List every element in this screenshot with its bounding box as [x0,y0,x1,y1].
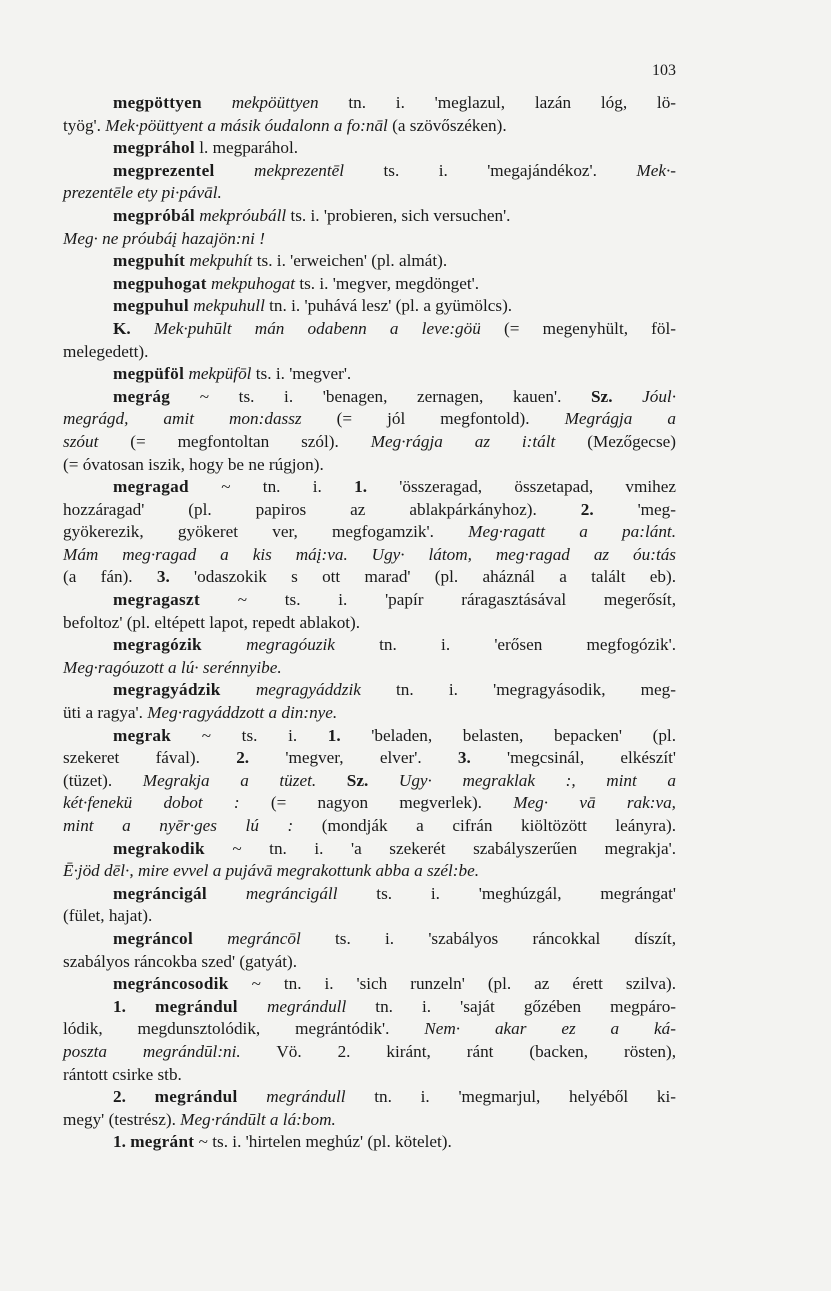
definition-text [202,635,246,654]
definition-text: ~ ts. i. 'papír ráragasztásával megerősít, [200,590,676,610]
headword: megrakodik [113,838,205,858]
definition-text: (a szövőszéken). [387,115,507,135]
text-line [63,228,676,251]
dialect-form: Mám meg·ragad a kis máį:va. Ugy· látom, meg·ragad az óu:tás [63,544,676,564]
dialect-form: megragóuzik [246,635,335,655]
text-line [63,747,676,770]
dialect-form: Meg·ragyáddzott a din:nye. [147,703,338,723]
definition-text: ~ tn. i. 'a szekerét szabályszerűen megrakja'. [204,838,676,858]
sense-marker: K. [113,318,131,338]
headword: megpuhul [113,296,189,316]
definition-text: l. megparáhol. [194,138,299,158]
sense-marker: 1. [354,477,368,497]
sense-marker: 3. [156,567,170,587]
definition-text: Vö. 2. kiránt, ránt (backen, rösten), [240,1041,677,1061]
definition-text [202,93,232,112]
definition-text: lódik, megdunsztolódik, megrántódik'. [63,1019,425,1039]
definition-text: befoltoz' (pl. eltépett lapot, repedt ablakot). [63,612,361,632]
dialect-form: megragyáddzik [255,680,361,700]
dialect-form: Meg· ne próubáį hazajön:ni ! [63,228,265,248]
text-line [63,657,676,680]
dialect-form: Ugy· megraklak :, mint a [398,770,677,790]
text-line [63,951,676,974]
text-line [63,566,676,589]
sense-marker: 2. [580,499,594,519]
definition-text: 'odaszokik s ott marad' (pl. aháznál a talált eb). [169,567,676,587]
headword: megpöttyen [113,93,202,112]
dialect-form: mekpöüttyen [231,93,319,112]
definition-text [126,997,155,1016]
text-line [63,905,676,928]
dialect-form: Meg·ragóuzott a lú· serénnyibe. [63,657,282,677]
text-line [63,996,676,1019]
dialect-form: Mek·puhūlt mán odabenn a leve:göü [153,318,481,338]
definition-text: (a fán). [63,567,157,587]
text-line [63,860,676,883]
dialect-form: megráncigáll [245,883,338,903]
definition-text: 'megver, elver'. [249,748,458,768]
text-line [63,92,676,115]
dialect-form: Ē·jöd dēl·, mire evvel a pujávā megrakottunk abba a szél:be. [63,861,480,881]
definition-text: (mondják a cifrán kiöltözött leányra). [293,816,677,835]
text-line [63,928,676,951]
sense-marker: Sz. [346,770,369,790]
dialect-form: Jóul· [642,386,676,406]
dialect-form: megrágd, amit mon:dassz [63,409,302,429]
definition-text: ts. i. 'megver'. [251,364,352,384]
headword: megpuhít [113,251,186,271]
dialect-form: poszta megrándūl:ni. [63,1041,241,1061]
definition-text [207,884,246,903]
sense-marker: 1. [327,725,341,745]
text-line [63,1064,676,1087]
definition-text: megy' (testrész). [63,1109,181,1129]
dictionary-text-column [63,92,676,1154]
definition-text: tn. i. 'meglazul, lazán lóg, lö- [318,93,677,112]
text-line [63,205,676,228]
text-line [63,838,676,861]
headword: megragózik [113,635,202,655]
headword: megragyádzik [113,680,221,700]
dialect-form: Nem· akar ez a ká- [424,1019,676,1039]
definition-text: szabályos ráncokba szed' (gatyát). [63,951,298,971]
definition-text: tn. i. 'puhává lesz' (pl. a gyümölcs). [264,296,513,316]
text-line [63,137,676,160]
definition-text: (= megenyhült, föl- [480,318,676,338]
text-line [63,160,676,183]
headword: megrándul [154,996,238,1016]
headword: megprezentel [113,160,215,180]
text-line [63,612,676,635]
definition-text [612,387,642,406]
text-line [63,115,676,138]
text-line [63,1041,676,1064]
dialect-form: mekpüfōl [188,364,252,384]
dialect-form: mekpróubáll [199,205,287,225]
text-line [63,499,676,522]
definition-text: ~ tn. i. [188,477,355,497]
headword: megráncigál [113,883,207,903]
dialect-form: Meg·ragatt a pa:lánt. [468,522,676,542]
definition-text: 'megcsinál, elkészít' [470,748,676,768]
definition-text: ts. i. 'megajándékoz'. [344,160,637,180]
definition-text: ts. i. 'probieren, sich versuchen'. [286,205,511,225]
definition-text: ts. i. 'megver, megdönget'. [295,273,480,293]
definition-text: üti a ragya'. [63,703,148,723]
definition-text: szekeret fával). [63,748,237,768]
headword: megpróbál [113,205,195,225]
headword: megpuhogat [113,273,207,293]
definition-text: tn. i. 'megragyásodik, meg- [360,680,676,700]
text-line [63,973,676,996]
dialect-form: megrándull [266,1087,346,1107]
text-line [63,408,676,431]
text-line [63,476,676,499]
definition-text: melegedett). [63,341,149,361]
definition-text: rántott csirke stb. [63,1064,182,1084]
text-line [63,454,676,477]
dialect-form: mint a nyēr·ges lú : [63,816,294,835]
dialect-form: mekpuhogat [211,273,296,293]
text-line [63,589,676,612]
dialect-form: prezentēle ety pi·pávāl. [63,183,222,203]
headword: megrág [113,386,171,406]
definition-text: tn. i. 'erősen megfogózik'. [334,635,676,655]
text-line [63,386,676,409]
text-line [63,679,676,702]
definition-text: ~ ts. i. 'benagen, zernagen, kauen'. [170,386,591,406]
definition-text: ts. i. 'erweichen' (pl. almát). [252,251,448,271]
dialect-form: Megrágja a [564,409,676,429]
dialect-form: mekprezentēl [254,160,345,180]
dialect-form: Megrakja a tüzet. [142,770,317,790]
definition-text: ts. i. 'szabályos ráncokkal díszít, [300,928,676,948]
sense-marker: Sz. [591,386,613,406]
definition-text [316,771,347,790]
text-line [63,1109,676,1132]
dialect-form: megráncōl [227,928,301,948]
sense-marker: 2. [236,748,250,768]
definition-text [238,1087,267,1106]
text-line [63,544,676,567]
definition-text [131,319,154,338]
definition-text: (= megfontoltan szól). [98,431,371,451]
text-line [63,1018,676,1041]
dialect-form: két·fenekü dobot : [63,793,240,813]
definition-text [368,771,399,790]
definition-text: (fület, hajat). [63,906,153,926]
text-line [63,725,676,748]
sense-marker: 2. [113,1087,126,1107]
text-line [63,1086,676,1109]
text-line [63,792,676,815]
dialect-form: Mek·pöüttyent a másik óudalonn a fo:nāl [105,115,388,135]
text-line [63,341,676,364]
page-number: 103 [652,62,676,79]
definition-text: (= óvatosan iszik, hogy be ne rúgjon). [63,454,324,474]
dialect-form: Meg· vā rak:va, [513,793,676,813]
text-line [63,702,676,725]
definition-text: ~ ts. i. 'hirtelen meghúz' (pl. kötelet). [194,1132,452,1152]
text-line [63,295,676,318]
text-line [63,250,676,273]
dialect-form: Meg·rágja az i:tált [370,431,556,451]
text-line [63,273,676,296]
dialect-form: mekpuhít [189,251,253,271]
dialect-form: Mek·- [636,160,676,180]
definition-text: ts. i. 'meghúzgál, megrángat' [337,883,677,903]
definition-text [193,929,227,948]
dialect-form: megrándull [266,996,347,1016]
definition-text: 'beladen, belasten, bepacken' (pl. [340,725,676,745]
text-line [63,182,676,205]
definition-text: (Mezőgecse) [555,431,676,451]
headword: megrándul [154,1087,238,1107]
headword: megránt [130,1132,195,1152]
text-line [63,431,676,454]
text-line [63,634,676,657]
text-line [63,1131,676,1154]
definition-text: tn. i. 'saját gőzében megpáro- [346,996,677,1016]
definition-text [238,997,267,1016]
definition-text: 'összeragad, összetapad, vmihez [367,477,677,497]
definition-text: ~ ts. i. [171,725,328,745]
text-line [63,883,676,906]
definition-text [221,680,256,699]
definition-text: työg'. [63,115,106,135]
dialect-form: mekpuhull [193,296,265,316]
sense-marker: 1. [113,1132,126,1152]
definition-text: 'meg- [593,499,677,519]
text-line [63,815,676,838]
dialect-form: szóut [63,431,99,451]
text-line [63,318,676,341]
headword: megragaszt [113,590,200,610]
sense-marker: 1. [113,996,126,1016]
text-line [63,363,676,386]
definition-text [215,161,254,180]
headword: megrak [113,725,172,745]
definition-text [126,1087,155,1106]
headword: megráncol [113,928,194,948]
definition-text: (= jól megfontold). [301,409,565,429]
headword: megpüföl [113,364,185,384]
definition-text: tn. i. 'megmarjul, helyéből ki- [345,1087,677,1107]
text-line [63,521,676,544]
dialect-form: Meg·rándūlt a lá:bom. [180,1109,336,1129]
definition-text: gyökerezik, gyökeret ver, megfogamzik'. [63,522,469,542]
headword: megpráhol [113,138,195,158]
definition-text: hozzáragad' (pl. papiros az ablakpárkányhoz). [63,499,581,519]
definition-text: (tüzet). [63,770,143,790]
text-line [63,770,676,793]
sense-marker: 3. [457,748,471,768]
headword: megragad [113,477,189,497]
definition-text: (= nagyon megverlek). [239,793,514,813]
definition-text: ~ tn. i. 'sich runzeln' (pl. az érett szilva). [228,974,676,994]
headword: megráncosodik [113,974,229,994]
